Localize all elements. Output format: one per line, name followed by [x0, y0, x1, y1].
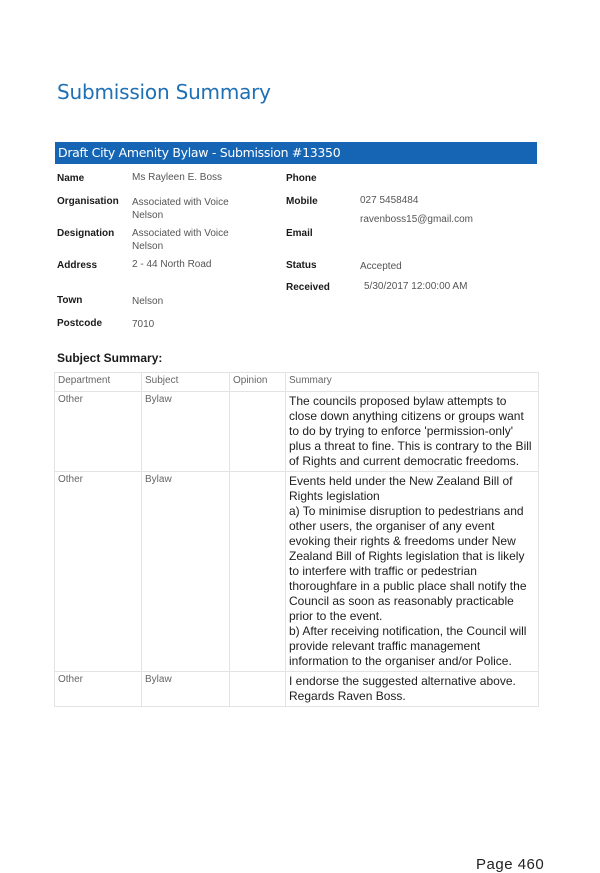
summary-cell: I endorse the suggested alternative above. Regards Raven Boss.	[286, 672, 539, 707]
postcode-value: 7010	[132, 319, 155, 330]
status-label: Status	[286, 260, 317, 271]
postcode-label: Postcode	[57, 318, 103, 329]
phone-label: Phone	[286, 173, 317, 184]
summary-cell: Events held under the New Zealand Bill of Rights legislation a) To minimise disruption to pedestrians and other users, the organiser of any event evoking their rights & freedoms under New Zealand Bill of Rights legislation that is likely to interfere with traffic or pedestrian thoroughfare in a public place shall notify the Council as soon as reasonably practicable prior to the event. b) After receiving notification, the Council will provide relevant traffic management information to the organiser and/or Police.	[286, 472, 539, 672]
table-row	[55, 472, 539, 672]
department-cell: Other	[55, 672, 142, 707]
designation-label: Designation	[57, 228, 115, 239]
subject-summary-table	[54, 372, 539, 707]
email-value: ravenboss15@gmail.com	[360, 214, 473, 225]
column-header-department: Department	[55, 373, 142, 392]
summary-cell: The councils proposed bylaw attempts to close down anything citizens or groups want to do by trying to enforce 'permission-only' plus a threat to fine. This is contrary to the Bill of Rights and current democratic freedoms.	[286, 392, 539, 472]
mobile-value: 027 5458484	[360, 195, 419, 206]
submission-banner: Draft City Amenity Bylaw - Submission #13350	[55, 142, 537, 164]
town-value: Nelson	[132, 296, 164, 307]
table-row	[55, 392, 539, 472]
table-header-row	[55, 373, 539, 392]
designation-value: Associated with Voice Nelson	[132, 228, 229, 252]
subject-cell: Bylaw	[142, 392, 230, 472]
column-header-subject: Subject	[142, 373, 230, 392]
opinion-cell	[230, 392, 286, 472]
name-value: Ms Rayleen E. Boss	[132, 172, 223, 183]
page-title: Submission Summary	[57, 80, 271, 104]
received-label: Received	[286, 282, 330, 293]
address-value: 2 - 44 North Road	[132, 259, 212, 270]
address-label: Address	[57, 260, 98, 271]
column-header-opinion: Opinion	[230, 373, 286, 392]
status-value: Accepted	[360, 261, 402, 272]
subject-cell: Bylaw	[142, 472, 230, 672]
page-number: Page 460	[476, 856, 545, 873]
table-row	[55, 672, 539, 707]
opinion-cell	[230, 472, 286, 672]
department-cell: Other	[55, 392, 142, 472]
email-label: Email	[286, 228, 313, 239]
name-label: Name	[57, 173, 85, 184]
column-header-summary: Summary	[286, 373, 539, 392]
subject-summary-heading: Subject Summary:	[57, 351, 163, 365]
department-cell: Other	[55, 472, 142, 672]
received-value: 5/30/2017 12:00:00 AM	[364, 281, 468, 292]
opinion-cell	[230, 672, 286, 707]
mobile-label: Mobile	[286, 196, 318, 207]
subject-cell: Bylaw	[142, 672, 230, 707]
town-label: Town	[57, 295, 83, 306]
organisation-value: Associated with Voice Nelson	[132, 197, 229, 221]
organisation-label: Organisation	[57, 196, 119, 207]
